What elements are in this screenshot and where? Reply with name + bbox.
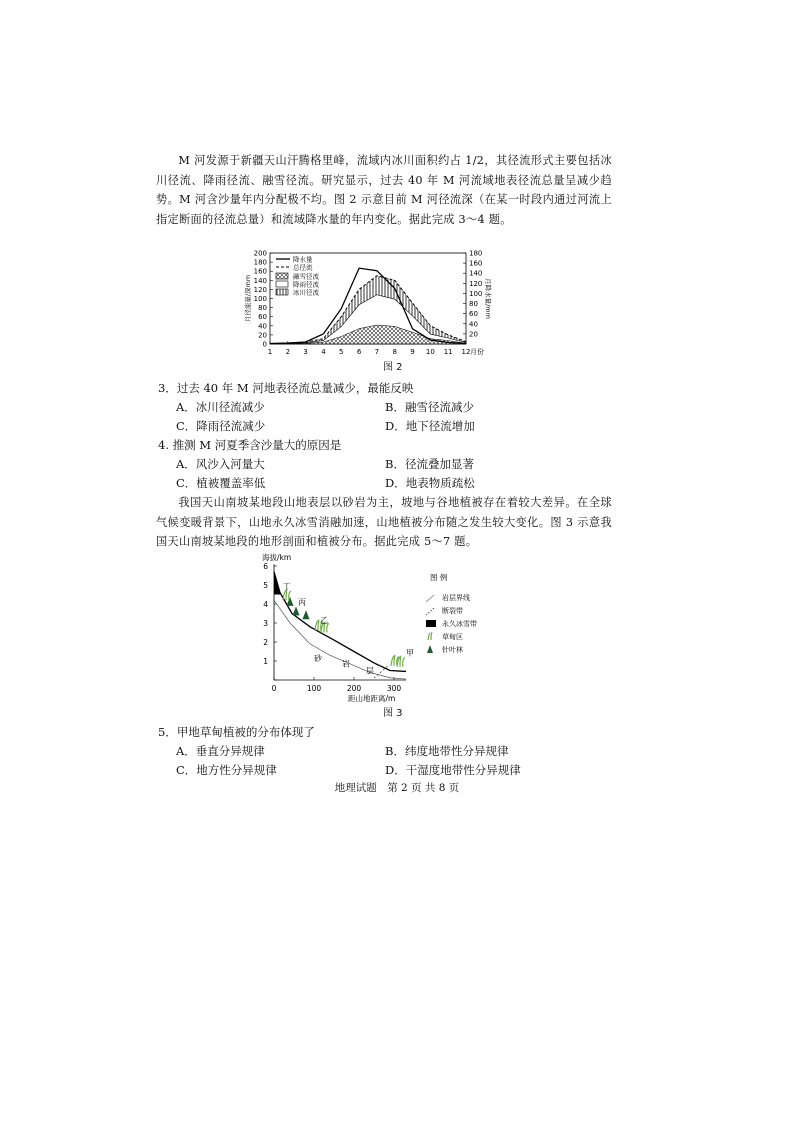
left-tick-label: 100 — [253, 295, 267, 303]
q3-option-a: A．冰川径流减少 — [176, 400, 265, 414]
x-tick-label: 7 — [374, 348, 380, 356]
x-tick-label: 6 — [356, 348, 362, 356]
left-tick-label: 160 — [253, 267, 267, 276]
legend-symbol-fault — [426, 608, 434, 615]
x-tick-label: 200 — [346, 684, 362, 693]
intro-paragraph-2: 我国天山南坡某地段山地表层以砂岩为主，坡地与谷地植被存在着较大差异。在全球气候变暖背景下，山地永久冰雪消融加速，山地植被分布随之发生较大变化。图 3 示意我国天山南坡某地段的地形剖面和植被分布。据此完成 5～7 题。 — [156, 496, 612, 548]
left-tick-label: 120 — [253, 285, 267, 294]
q5-stem: 5．甲地草甸植被的分布体现了 — [158, 725, 315, 739]
legend-label: 降雨径流 — [293, 280, 319, 289]
q3-stem: 3．过去 40 年 M 河地表径流总量减少，最能反映 — [158, 381, 414, 395]
intro-paragraph-1: M 河发源于新疆天山汗腾格里峰，流域内冰川面积约占 1/2，其径流形式主要包括冰川径流、降雨径流、融雪径流。研究显示，过去 40 年 M 河流域地表径流总量呈减少趋势。M 河含沙量年内分配极不均。图 2 示意目前 M 河径流深（在某一时段内通过河流上指定断面的径流总量）和流域降水量的年内变化。据此完成 3～4 题。 — [156, 154, 612, 226]
left-axis-title: 月径流量/深mm — [244, 274, 252, 323]
x-axis-unit: 月份 — [470, 348, 484, 356]
x-tick-label: 9 — [410, 348, 415, 356]
right-axis-title: 月降水量/mm — [484, 278, 492, 319]
x-tick-label: 3 — [303, 348, 308, 356]
legend-symbol-snow — [426, 620, 436, 627]
right-tick-label: 160 — [469, 259, 483, 268]
x-tick-label: 11 — [443, 348, 453, 356]
left-tick-label: 200 — [253, 249, 267, 258]
rock-label: 层 — [366, 666, 374, 676]
legend-symbol-meadow — [428, 632, 432, 640]
q5-option-b: B．纬度地带性分异规律 — [385, 744, 509, 758]
site-label: 丙 — [298, 597, 306, 607]
y-tick-label: 1 — [263, 657, 268, 666]
x-tick-label: 300 — [386, 684, 402, 693]
legend-label: 针叶林 — [442, 646, 463, 654]
x-tick-label: 10 — [425, 348, 435, 356]
x-tick-label: 1 — [267, 348, 273, 356]
x-tick-label: 4 — [321, 348, 326, 356]
conifer-icon — [287, 597, 294, 606]
q5-option-c: C．地方性分异规律 — [176, 763, 277, 777]
rock-label: 砂 — [314, 654, 322, 663]
legend-label: 草甸区 — [442, 633, 463, 641]
q4-option-a: A．风沙入河量大 — [176, 457, 265, 471]
figure3-caption: 图 3 — [383, 708, 403, 719]
legend-symbol-conifer — [427, 645, 433, 653]
q4-option-b: B．径流叠加显著 — [385, 457, 474, 471]
conifer-icon — [293, 606, 300, 615]
y-axis-title: 海拔/km — [262, 553, 292, 562]
q5-option-a: A．垂直分异规律 — [176, 744, 265, 758]
page-footer: 地理试题 第 2 页 共 8 页 — [334, 782, 460, 794]
right-tick-label: 40 — [469, 320, 478, 329]
x-tick-label: 12 — [461, 348, 471, 356]
legend-label: 总径流 — [293, 263, 313, 272]
x-tick-label: 0 — [271, 684, 277, 693]
figure2-chart — [0, 245, 794, 365]
right-tick-label: 140 — [469, 269, 483, 278]
x-tick-label: 5 — [339, 348, 344, 356]
legend-label: 融雪径流 — [293, 272, 319, 281]
legend-label: 断裂带 — [442, 607, 463, 615]
q3-option-b: B．融雪径流减少 — [385, 400, 474, 414]
q4-option-d: D．地表物质疏松 — [385, 476, 475, 490]
figure3-diagram — [0, 552, 794, 702]
right-tick-label: 120 — [469, 279, 483, 288]
left-tick-label: 80 — [258, 304, 267, 313]
right-tick-label: 80 — [469, 300, 478, 309]
conifer-icon — [303, 610, 310, 619]
legend-swatch — [276, 289, 288, 295]
right-tick-label: 100 — [469, 289, 483, 298]
right-tick-label: 60 — [469, 310, 478, 319]
left-tick-label: 0 — [262, 340, 267, 349]
q4-option-c: C．植被覆盖率低 — [176, 476, 266, 490]
legend-label: 降水量 — [293, 255, 313, 264]
rock-label: 岩 — [342, 659, 350, 669]
right-tick-label: 180 — [469, 249, 483, 258]
y-tick-label: 4 — [263, 600, 268, 609]
left-tick-label: 140 — [253, 276, 267, 285]
x-tick-label: 2 — [285, 348, 291, 356]
site-label: 甲 — [406, 648, 414, 658]
legend-swatch — [276, 281, 288, 287]
legend-symbol-rock-boundary — [426, 595, 434, 602]
q3-option-d: D．地下径流增加 — [385, 419, 475, 433]
x-tick-label: 8 — [392, 348, 397, 356]
legend-label: 冰川径流 — [293, 288, 319, 297]
site-label: 乙 — [320, 616, 328, 625]
legend-title: 图 例 — [430, 573, 448, 582]
legend-swatch — [276, 273, 288, 279]
y-tick-label: 6 — [263, 562, 268, 571]
y-tick-label: 2 — [263, 638, 268, 647]
y-tick-label: 5 — [263, 581, 268, 590]
legend-label: 永久冰雪带 — [442, 620, 477, 628]
terrain-profile — [274, 572, 406, 672]
site-label: 丁 — [282, 581, 291, 591]
left-tick-label: 40 — [258, 322, 267, 331]
figure2-caption: 图 2 — [383, 362, 403, 373]
fault-zone — [374, 666, 388, 678]
left-tick-label: 20 — [258, 331, 267, 340]
q5-option-d: D．干湿度地带性分异规律 — [385, 763, 521, 777]
q3-option-c: C．降雨径流减少 — [176, 419, 266, 433]
x-tick-label: 100 — [306, 684, 322, 693]
left-tick-label: 180 — [253, 258, 267, 267]
y-tick-label: 3 — [263, 619, 268, 628]
q4-stem: 4. 推测 M 河夏季含沙量大的原因是 — [158, 438, 342, 452]
legend-label: 岩层界线 — [442, 594, 470, 602]
x-axis-title: 距山地距离/m — [348, 694, 396, 702]
left-tick-label: 60 — [258, 313, 267, 322]
right-tick-label: 20 — [469, 330, 478, 339]
